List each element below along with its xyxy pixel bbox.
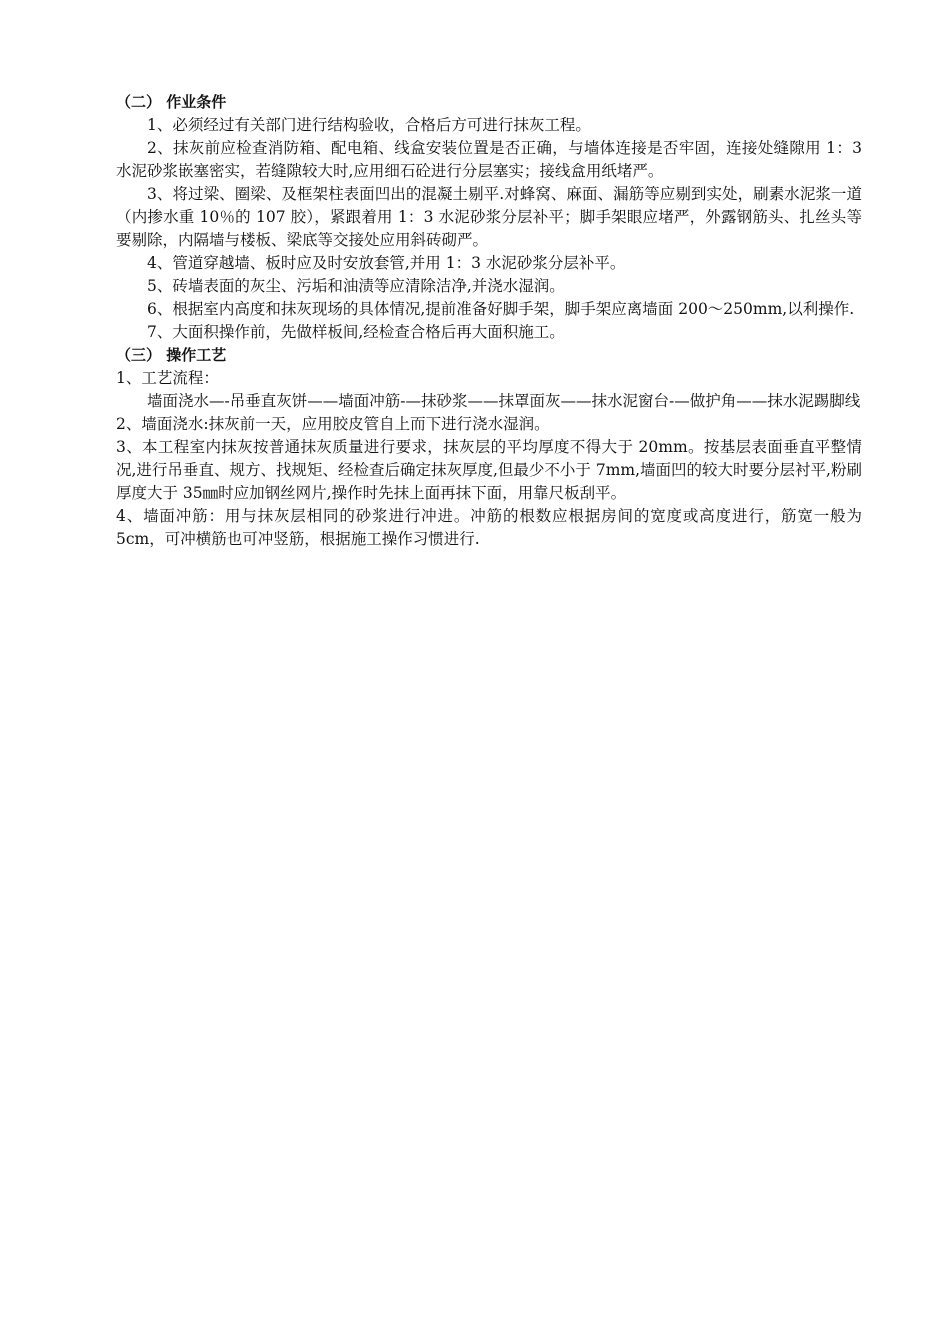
condition-item-7: 7、大面积操作前，先做样板间,经检查合格后再大面积施工。 [147, 323, 565, 341]
condition-item-5: 5、砖墙表面的灰尘、污垢和油渍等应清除洁净,并浇水湿润。 [147, 277, 565, 295]
process-flow-label: 1、工艺流程： [116, 369, 219, 387]
process-flow-text: 墙面浇水—-吊垂直灰饼——墙面冲筋-—抹砂浆——抹罩面灰——抹水泥窗台-—做护角——抹水泥踢脚线 [147, 392, 861, 410]
condition-item-6: 6、根据室内高度和抹灰现场的具体情况,提前准备好脚手架，脚手架应离墙面 200～250mm,以利操作. [147, 300, 855, 318]
condition-item-2: 2、抹灰前应检查消防箱、配电箱、线盒安装位置是否正确，与墙体连接是否牢固，连接处缝隙用 1：3 水泥砂浆嵌塞密实，若缝隙较大时,应用细石砼进行分层塞实；接线盒用纸堵严。 [116, 139, 862, 180]
condition-item-4: 4、管道穿越墙、板时应及时安放套管,并用 1：3 水泥砂浆分层补平。 [147, 254, 626, 272]
process-item-2: 2、墙面浇水:抹灰前一天，应用胶皮管自上而下进行浇水湿润。 [116, 415, 550, 433]
document-page [116, 91, 862, 551]
condition-item-3: 3、将过梁、圈梁、及框架柱表面凹出的混凝土剔平.对蜂窝、麻面、漏筋等应剔到实处，刷素水泥浆一道（内掺水重 10％的 107 胶），紧跟着用 1：3 水泥砂浆分层补平；脚手架眼应堵严，外露钢筋头、扎丝头等要剔除，内隔墙与楼板、梁底等交接处应用斜砖砌严。 [116, 185, 862, 249]
process-item-4: 4、墙面冲筋：用与抹灰层相同的砂浆进行冲进。冲筋的根数应根据房间的宽度或高度进行，筋宽一般为 5cm，可冲横筋也可冲竖筋，根据施工操作习惯进行. [116, 507, 862, 548]
condition-item-1: 1、必须经过有关部门进行结构验收，合格后方可进行抹灰工程。 [147, 116, 591, 134]
section-title-operation-process: （三） 操作工艺 [116, 346, 227, 364]
process-item-3: 3、本工程室内抹灰按普通抹灰质量进行要求，抹灰层的平均厚度不得大于 20mm。按基层表面垂直平整情况,进行吊垂直、规方、找规矩、经检查后确定抹灰厚度,但最少不小于 7mm,墙面凹的较大时要分层衬平,粉刷厚度大于 35㎜时应加钢丝网片,操作时先抹上面再抹下面，用靠尺板刮平。 [116, 438, 862, 502]
section-title-work-conditions: （二） 作业条件 [116, 93, 227, 111]
